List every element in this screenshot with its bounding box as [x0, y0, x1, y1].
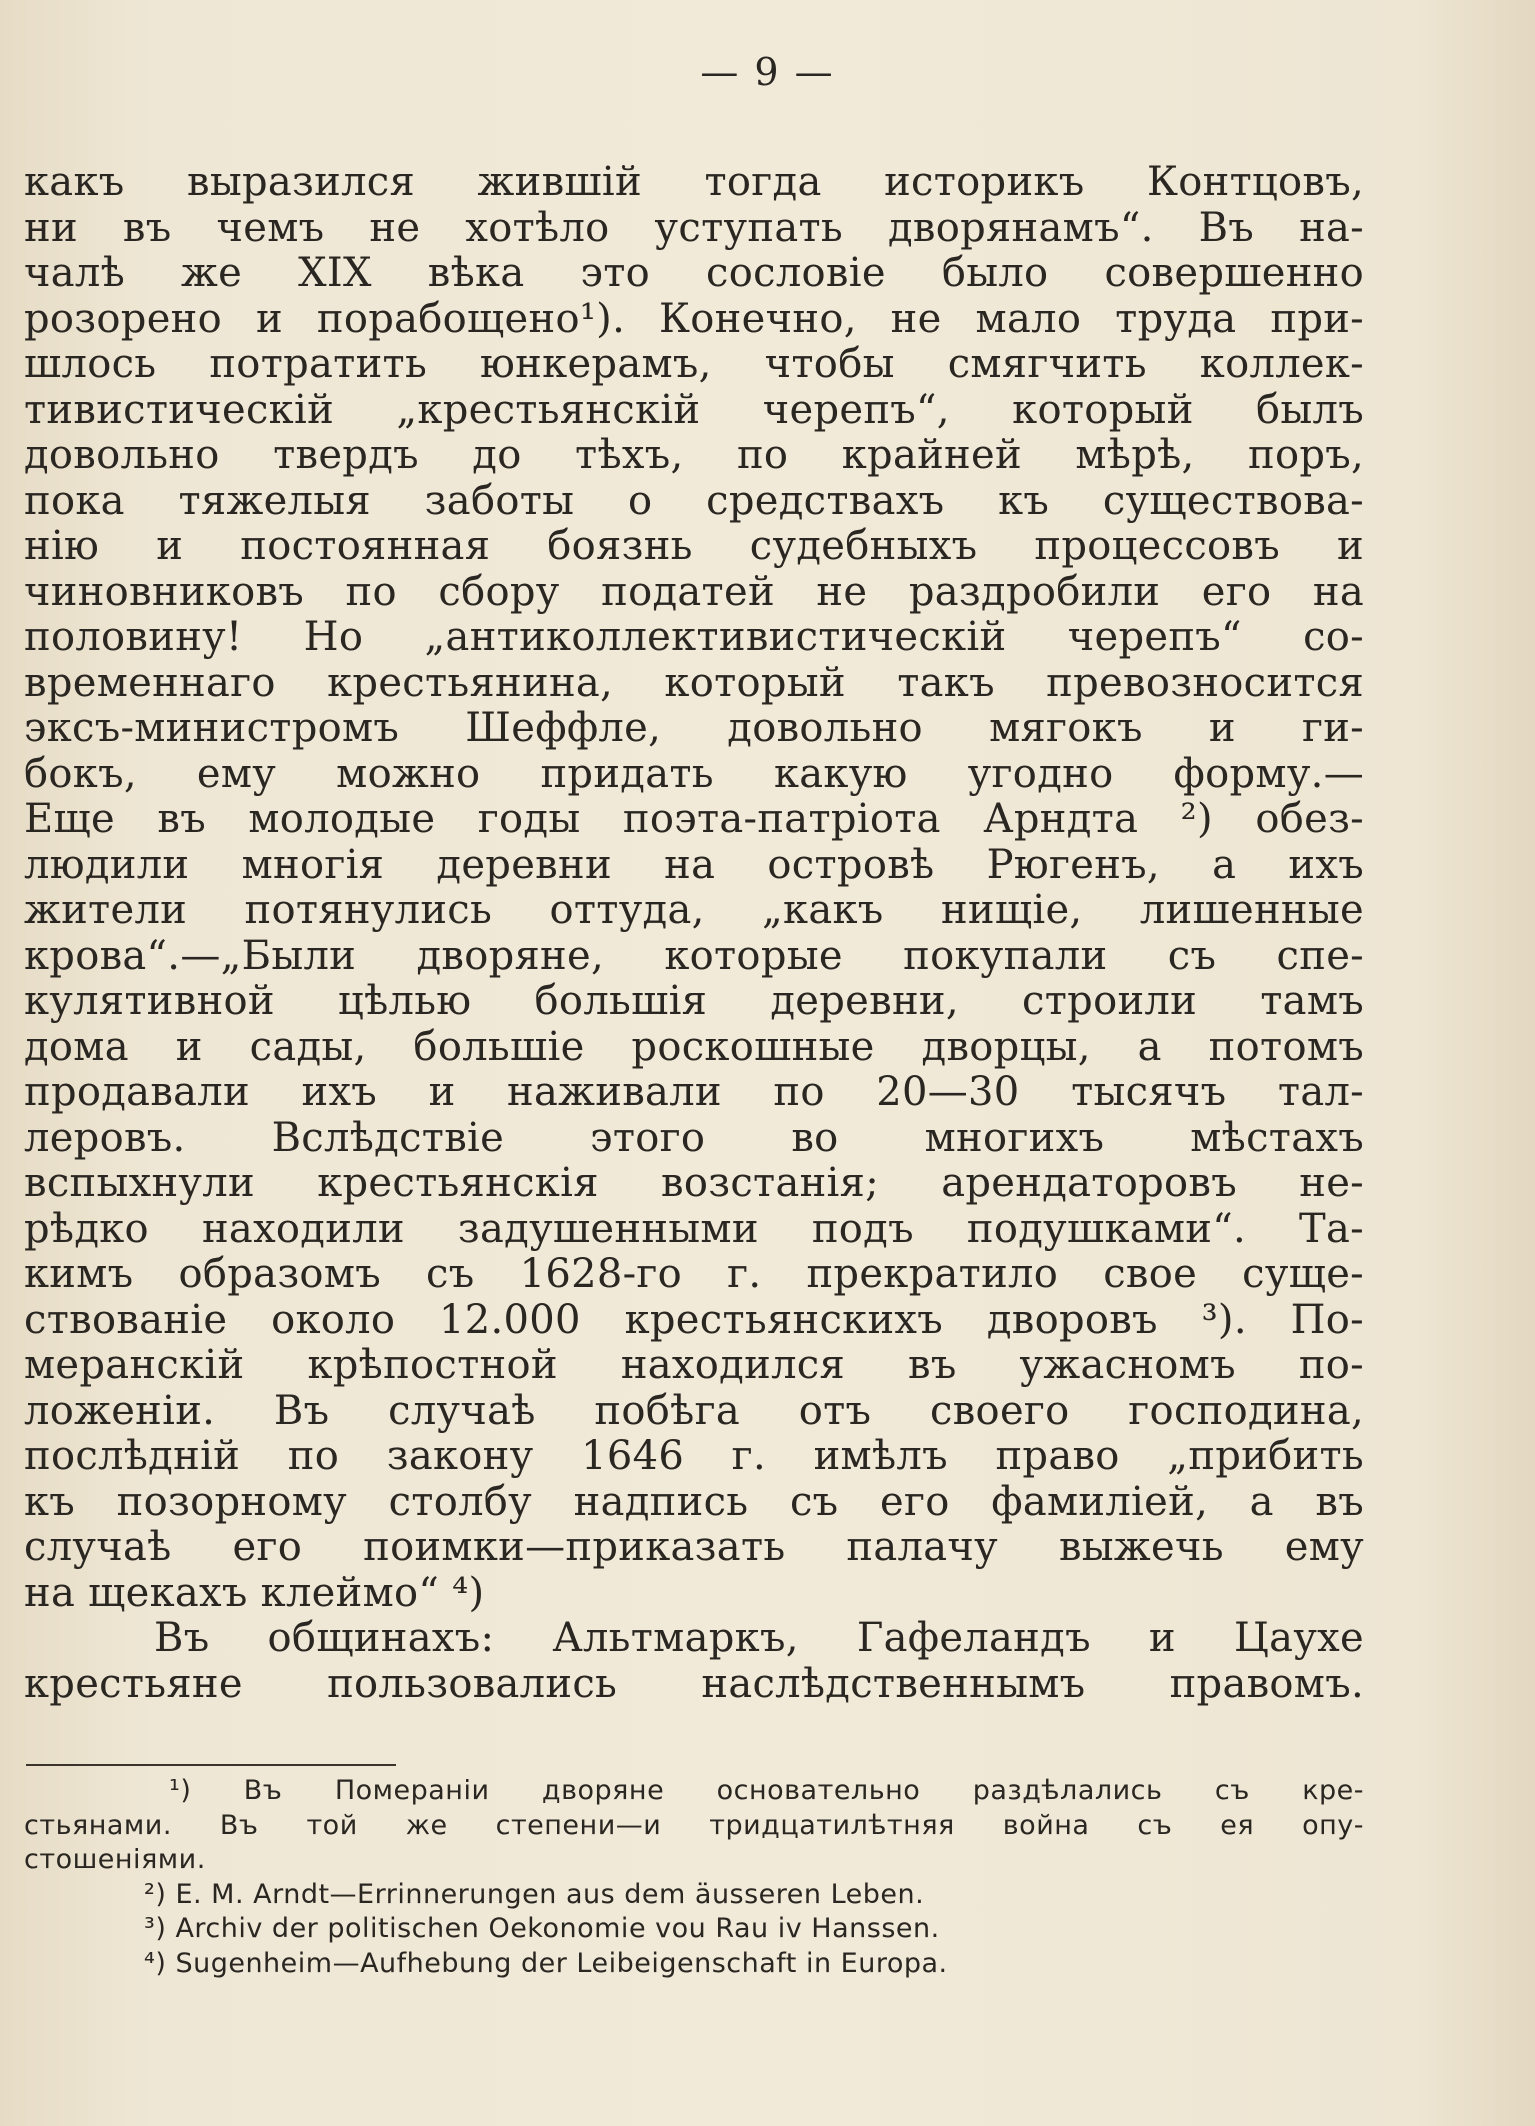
body-text: [24, 160, 1364, 1707]
text-line: тивистическій „крестьянскій черепъ“, который былъ: [24, 387, 1364, 433]
footnotes: [24, 1774, 1364, 1981]
text-line: случаѣ его поимки—приказать палачу выжечь ему: [24, 1525, 1364, 1570]
text-line: меранскій крѣпостной находился въ ужасномъ по-: [24, 1343, 1364, 1388]
text-line: крова“.—„Были дворяне, которые покупали съ спе-: [24, 933, 1364, 979]
text-line: ложеніи. Въ случаѣ побѣга отъ своего господина,: [24, 1388, 1364, 1434]
text-line: крестьяне пользовались наслѣдственнымъ правомъ.: [24, 1661, 1364, 1707]
footnote-line: стьянами. Въ той же степени—и тридцатилѣтняя война съ ея опу-: [24, 1809, 1364, 1841]
footnote-line: ³) Archiv der politischen Oekonomie vou Rau iv Hanssen.: [144, 1913, 940, 1944]
text-line: дома и сады, большіе роскошные дворцы, а потомъ: [24, 1024, 1364, 1070]
text-line: бокъ, ему можно придать какую угодно форму.—: [24, 751, 1364, 797]
text-line: довольно твердъ до тѣхъ, по крайней мѣрѣ, поръ,: [24, 433, 1364, 478]
text-line: ни въ чемъ не хотѣло уступать дворянамъ“. Въ на-: [24, 205, 1364, 251]
text-line: пока тяжелыя заботы о средствахъ къ существова-: [24, 478, 1364, 524]
page-number: — 9 —: [700, 50, 835, 94]
text-line: розорено и порабощено¹). Конечно, не мало труда при-: [24, 296, 1364, 342]
text-line: чиновниковъ по сбору податей не раздробили его на: [24, 569, 1364, 615]
text-line: какъ выразился жившій тогда историкъ Контцовъ,: [24, 160, 1364, 205]
text-line: временнаго крестьянина, который такъ превозносится: [24, 660, 1364, 706]
text-line: рѣдко находили задушенными подъ подушками“. Та-: [24, 1206, 1364, 1252]
footnote-line: ²) E. M. Arndt—Errinnerungen aus dem äusseren Leben.: [144, 1878, 925, 1910]
text-line: ствованіе около 12.000 крестьянскихъ дворовъ ³). По-: [24, 1297, 1364, 1343]
text-line: чалѣ же XIX вѣка это сословіе было совершенно: [24, 251, 1364, 296]
text-line: вспыхнули крестьянскія возстанія; арендаторовъ не-: [24, 1161, 1364, 1206]
text-line: кимъ образомъ съ 1628-го г. прекратило свое суще-: [24, 1252, 1364, 1297]
footnote-line: ¹) Въ Помераніи дворяне основательно раздѣлались съ кре-: [169, 1775, 1364, 1806]
text-line: половину! Но „антиколлективистическій черепъ“ со-: [24, 615, 1364, 660]
footnote-line: ⁴) Sugenheim—Aufhebung der Leibeigenschaft in Europa.: [144, 1947, 948, 1979]
text-line: продавали ихъ и наживали по 20—30 тысячъ тал-: [24, 1070, 1364, 1115]
text-line: Еще въ молодые годы поэта-патріота Арндта ²) обез-: [24, 797, 1364, 842]
text-line: людили многія деревни на островѣ Рюгенъ, а ихъ: [24, 842, 1364, 888]
text-line: на щекахъ клеймо“ ⁴): [24, 1570, 485, 1616]
text-line: послѣдній по закону 1646 г. имѣлъ право „прибить: [24, 1434, 1364, 1479]
text-line: кулятивной цѣлью большія деревни, строили тамъ: [24, 979, 1364, 1024]
text-line: Въ общинахъ: Альтмаркъ, Гафеландъ и Цаухе: [154, 1616, 1364, 1661]
text-line: жители потянулись оттуда, „какъ нищіе, лишенные: [24, 888, 1364, 933]
text-line: нію и постоянная боязнь судебныхъ процессовъ и: [24, 524, 1364, 569]
footnote-line: стошеніями.: [24, 1844, 206, 1875]
text-line: шлось потратить юнкерамъ, чтобы смягчить коллек-: [24, 342, 1364, 387]
text-line: къ позорному столбу надпись съ его фамиліей, а въ: [24, 1479, 1364, 1525]
footnote-divider: [26, 1764, 396, 1766]
text-line: леровъ. Вслѣдствіе этого во многихъ мѣстахъ: [24, 1115, 1364, 1161]
text-line: эксъ-министромъ Шеффле, довольно мягокъ и ги-: [24, 706, 1364, 751]
